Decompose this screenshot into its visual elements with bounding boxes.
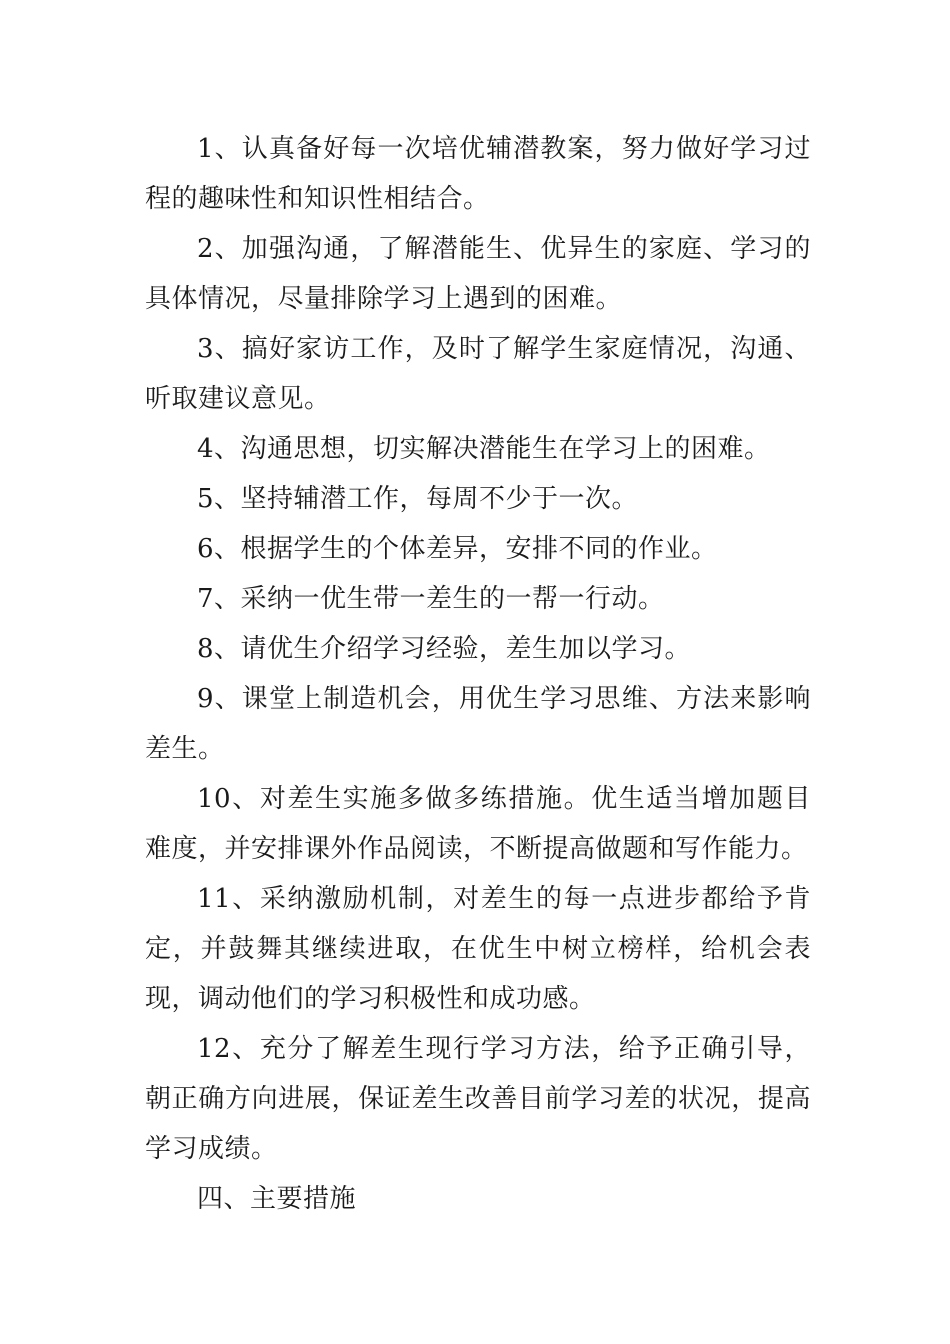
paragraph-4: 4、沟通思想，切实解决潜能生在学习上的困难。 (197, 434, 771, 464)
paragraph-8: 8、请优生介绍学习经验，差生加以学习。 (197, 634, 692, 664)
paragraph-6: 6、根据学生的个体差异，安排不同的作业。 (197, 534, 718, 564)
paragraph-10: 10、对差生实施多做多练措施。优生适当增加题目难度，并安排课外作品阅读，不断提高做题和写作能力。 (145, 784, 811, 864)
paragraph-7: 7、采纳一优生带一差生的一帮一行动。 (197, 584, 665, 614)
document-body (145, 124, 811, 1224)
paragraph-1: 1、认真备好每一次培优辅潜教案，努力做好学习过程的趣味性和知识性相结合。 (145, 134, 811, 214)
paragraph-5: 5、坚持辅潜工作，每周不少于一次。 (197, 484, 639, 514)
paragraph-3: 3、搞好家访工作，及时了解学生家庭情况，沟通、听取建议意见。 (145, 334, 811, 414)
section-heading: 四、主要措施 (197, 1184, 357, 1214)
paragraph-2: 2、加强沟通，了解潜能生、优异生的家庭、学习的具体情况，尽量排除学习上遇到的困难。 (145, 234, 811, 314)
paragraph-9: 9、课堂上制造机会，用优生学习思维、方法来影响差生。 (145, 684, 811, 764)
paragraph-11: 11、采纳激励机制，对差生的每一点进步都给予肯定，并鼓舞其继续进取，在优生中树立榜样，给机会表现，调动他们的学习积极性和成功感。 (145, 884, 811, 1014)
paragraph-12: 12、充分了解差生现行学习方法，给予正确引导，朝正确方向进展，保证差生改善目前学习差的状况，提高学习成绩。 (145, 1034, 811, 1164)
